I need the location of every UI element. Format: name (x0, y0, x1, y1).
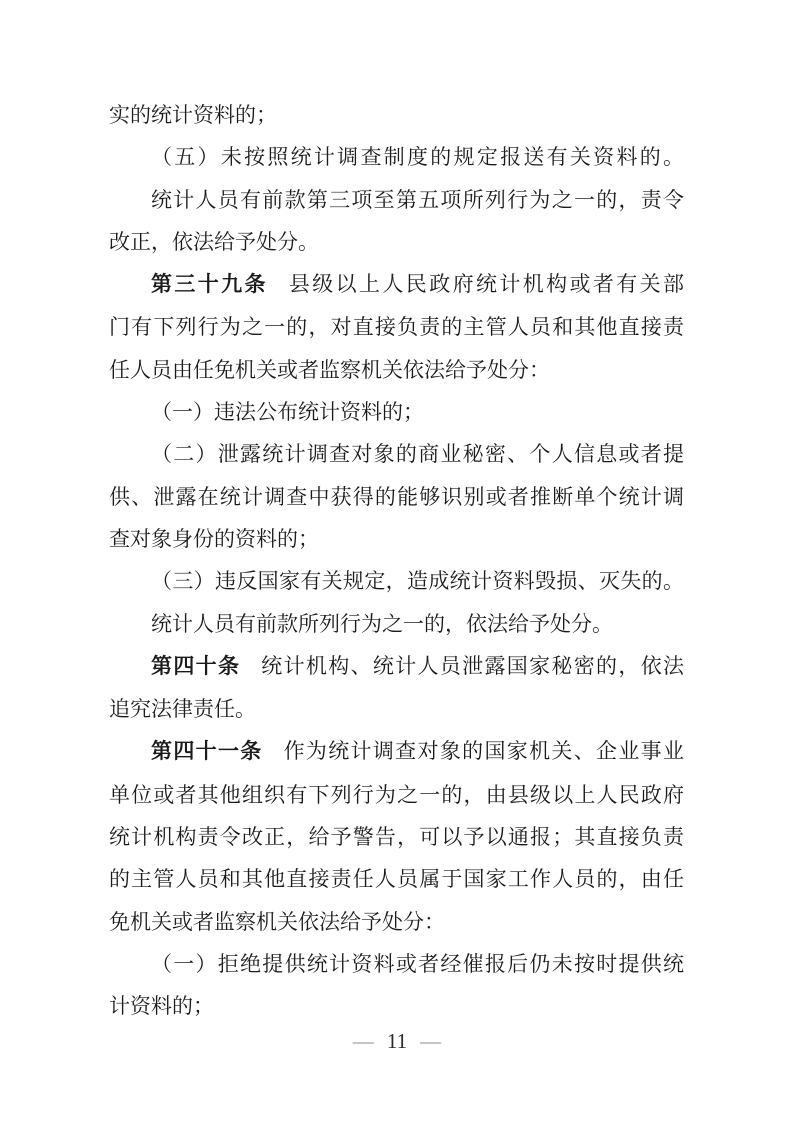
text-line (109, 263, 684, 306)
line-text: （二）泄露统计调查对象的商业秘密、个人信息或者提 (151, 442, 684, 467)
page-number: 11 (386, 1029, 408, 1053)
line-text: 作为统计调查对象的国家机关、企业事业 (283, 739, 685, 764)
article-number: 第三十九条 (151, 273, 268, 297)
line-text: 实的统计资料的； (109, 103, 277, 127)
text-line (109, 603, 684, 645)
line-text: 免机关或者监察机关依法给予处分： (109, 909, 445, 934)
line-text: 供、泄露在统计调查中获得的能够识别或者推断单个统计调 (109, 484, 684, 509)
text-line (109, 688, 684, 730)
text-line (109, 349, 684, 391)
text-line (109, 985, 684, 1027)
text-line (109, 901, 684, 943)
line-text: 的主管人员和其他直接责任人员属于国家工作人员的，由任 (109, 867, 684, 892)
text-line (109, 179, 684, 221)
page-footer (0, 1026, 794, 1056)
line-text: 统计机构责令改正，给予警告，可以予以通报；其直接负责 (109, 825, 684, 850)
line-text: （三）违反国家有关规定，造成统计资料毁损、灭失的。 (151, 569, 684, 594)
line-text: （一）拒绝提供统计资料或者经催报后仍未按时提供统 (151, 951, 684, 976)
text-line (109, 518, 684, 560)
footer-dash-left: — (352, 1029, 374, 1053)
text-line (109, 858, 684, 900)
line-text: 统计机构、统计人员泄露国家秘密的，依法 (261, 653, 685, 678)
line-text: 查对象身份的资料的； (109, 526, 319, 551)
text-line (109, 730, 684, 773)
text-line (109, 306, 684, 348)
text-line (109, 136, 684, 178)
text-line (109, 476, 684, 518)
text-line (109, 645, 684, 688)
line-text: 改正，依法给予处分。 (109, 229, 319, 254)
line-text: 县级以上人民政府统计机构或者有关部 (288, 272, 684, 297)
article-number: 第四十条 (151, 654, 241, 678)
article-number: 第四十一条 (151, 740, 263, 764)
text-line (109, 391, 684, 433)
text-line (109, 433, 684, 475)
footer-dash-right: — (420, 1029, 442, 1053)
line-text: 任人员由任免机关或者监察机关依法给予处分： (109, 357, 550, 382)
line-text: 门有下列行为之一的，对直接负责的主管人员和其他直接责 (109, 315, 684, 340)
line-text: 单位或者其他组织有下列行为之一的，由县级以上人民政府 (109, 782, 684, 807)
line-text: 追究法律责任。 (109, 697, 256, 722)
text-line (109, 816, 684, 858)
line-text: 计资料的； (109, 994, 214, 1019)
line-text: 统计人员有前款所列行为之一的，依法给予处分。 (151, 611, 613, 636)
text-line (109, 221, 684, 263)
line-text: （五）未按照统计调查制度的规定报送有关资料的。 (151, 145, 684, 170)
document-body (109, 94, 684, 1028)
text-line (109, 560, 684, 602)
text-line (109, 774, 684, 816)
line-text: 统计人员有前款第三项至第五项所列行为之一的，责令 (151, 187, 684, 212)
line-text: （一）违法公布统计资料的； (151, 400, 424, 425)
text-line (109, 943, 684, 985)
text-line (109, 94, 684, 136)
